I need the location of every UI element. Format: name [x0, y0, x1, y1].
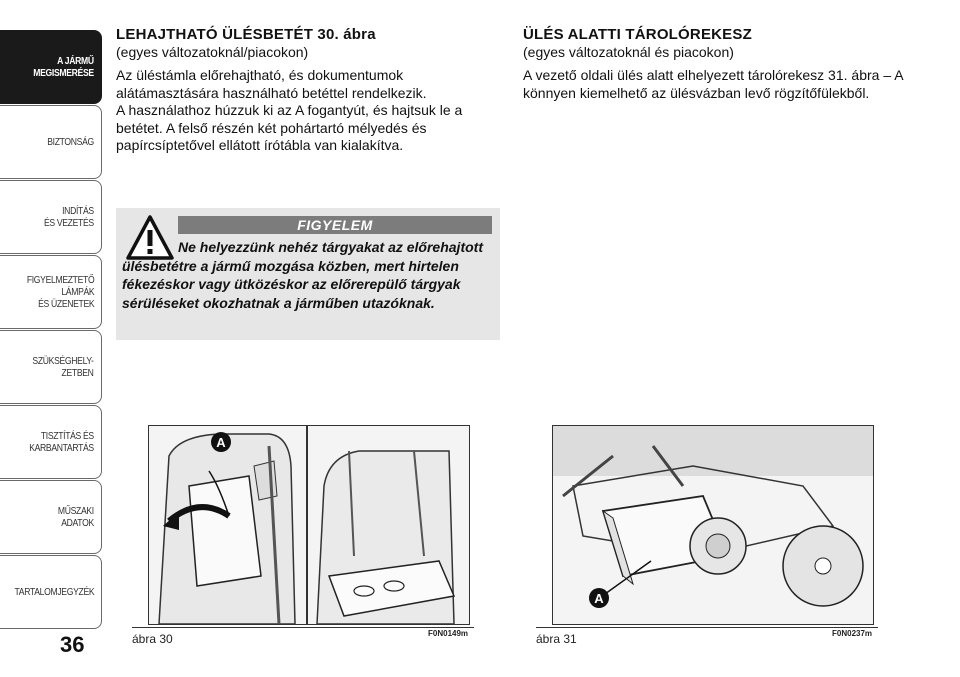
figure-code: F0N0149m [428, 629, 469, 638]
sidebar-tab-vehicle[interactable]: A JÁRMŰ MEGISMERÉSE [0, 30, 102, 104]
caption-divider [132, 627, 474, 628]
section-subtitle: (egyes változatoknál/piacokon) [116, 44, 309, 60]
storage-compartment-illustration [553, 426, 873, 624]
section-subtitle: (egyes változatoknál és piacokon) [523, 44, 734, 60]
figure-code: F0N0237m [832, 629, 873, 638]
warning-box [116, 208, 500, 340]
sidebar-tab-emergency[interactable]: SZÜKSÉGHELY- ZETBEN [0, 330, 102, 404]
paragraph: A használathoz húzzuk ki az A fogantyút, és hajtsuk le a betétet. A felső részén két pohártartó mélyedés és papírcsíptetővel ellátott írótábla van kialakítva. [116, 102, 463, 153]
sidebar-tab-index[interactable]: TARTALOMJEGYZÉK [0, 555, 102, 629]
sidebar-tab-starting[interactable]: INDÍTÁS ÉS VEZETÉS [0, 180, 102, 254]
warning-heading: FIGYELEM [178, 216, 492, 234]
warning-text: Ne helyezzünk nehéz tárgyakat az előrehajtott ülésbetétre a jármű mozgása közben, mert hirtelen fékezéskor vagy ütközéskor az előrerepülő tárgyak sérüléseket okozhatnak a járműben utazóknak. [122, 239, 483, 311]
seat-insert-illustration [149, 426, 469, 624]
caption-divider [536, 627, 878, 628]
sidebar-tab-maintenance[interactable]: TISZTÍTÁS ÉS KARBANTARTÁS [0, 405, 102, 479]
sidebar-tab-warning-lights[interactable]: FIGYELMEZTETŐ LÁMPÁK ÉS ÜZENETEK [0, 255, 102, 329]
figure-30-seat-insert [148, 425, 470, 625]
page-number: 36 [60, 632, 85, 657]
figure-caption: ábra 30 [132, 632, 173, 646]
paragraph: A vezető oldali ülés alatt elhelyezett tárolórekesz 31. ábra – A könnyen kiemelhető az ülésvázban levő rögzítőfülekből. [523, 67, 903, 101]
sidebar-tab-technical-data[interactable]: MŰSZAKI ADATOK [0, 480, 102, 554]
marker-label: A [216, 435, 226, 450]
section-title-foldable-insert: LEHAJTHATÓ ÜLÉSBETÉT 30. ábra [116, 26, 376, 43]
right-column [523, 26, 923, 102]
paragraph: Az üléstámla előrehajtható, és dokumentumok alátámasztására használható betéttel rendelkezik. [116, 67, 427, 101]
sidebar-tab-safety[interactable]: BIZTONSÁG [0, 105, 102, 179]
left-column [116, 26, 496, 155]
figure-caption: ábra 31 [536, 632, 577, 646]
marker-label: A [594, 591, 604, 606]
section-title-storage: ÜLÉS ALATTI TÁROLÓREKESZ [523, 26, 752, 43]
figure-31-storage-compartment [552, 425, 874, 625]
